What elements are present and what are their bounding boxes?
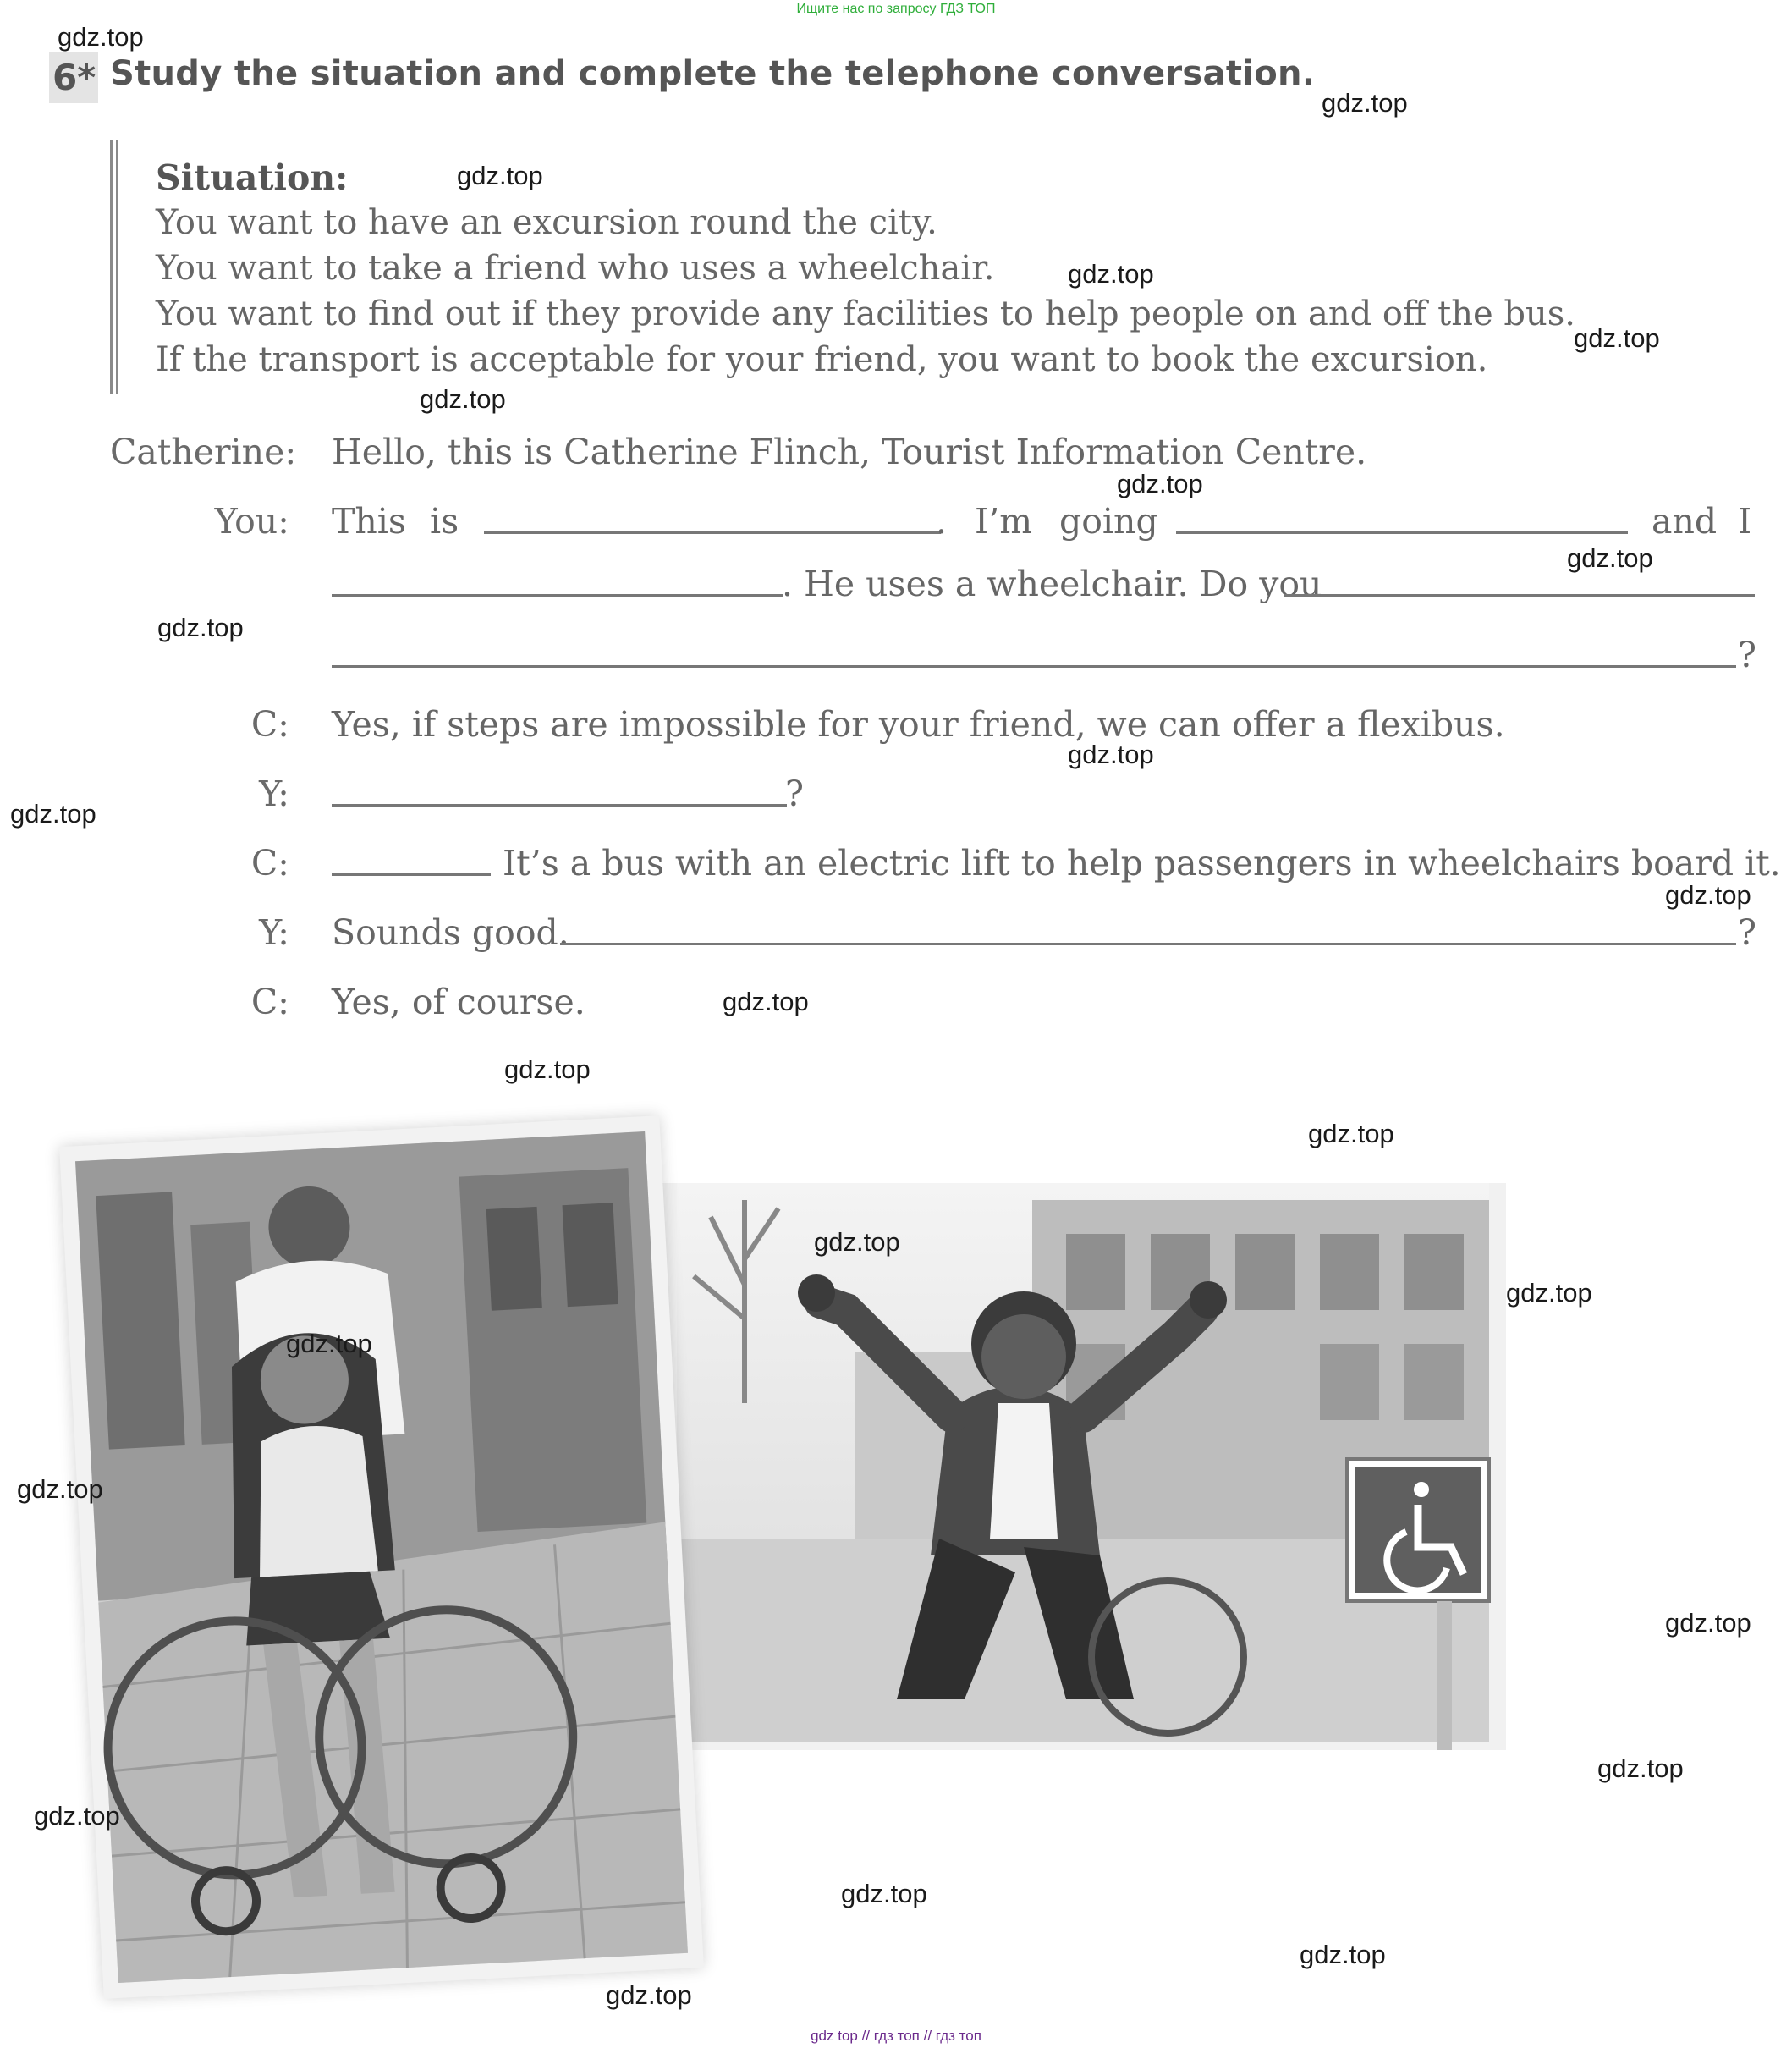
- watermark: gdz.top: [1665, 880, 1751, 910]
- answer-blank[interactable]: [332, 873, 491, 876]
- photo-man-wheelchair: [660, 1183, 1506, 1750]
- you-word-this: This: [332, 501, 406, 542]
- you-word-i: I: [1738, 501, 1752, 542]
- situation-bar: [110, 140, 118, 394]
- watermark: gdz.top: [1322, 88, 1408, 118]
- answer-blank[interactable]: [332, 665, 1736, 668]
- situation-line: You want to have an excursion round the city.: [156, 203, 937, 242]
- watermark: gdz.top: [1068, 740, 1154, 769]
- exercise-number: 6*: [49, 52, 98, 103]
- question-mark: ?: [1738, 635, 1756, 675]
- answer-blank[interactable]: [332, 594, 783, 597]
- speaker-c: C:: [250, 982, 289, 1022]
- watermark: gdz.top: [1300, 1940, 1386, 1969]
- speaker-you: You:: [214, 501, 289, 542]
- watermark: gdz.top: [34, 1801, 120, 1831]
- you-word-going: going: [1059, 501, 1158, 542]
- watermark: gdz.top: [1117, 469, 1203, 498]
- you-word-is: is: [430, 501, 459, 542]
- watermark: gdz.top: [723, 987, 809, 1016]
- speaker-c: C:: [250, 704, 289, 745]
- speaker-catherine: Catherine:: [110, 432, 297, 472]
- question-mark: ?: [1738, 912, 1756, 953]
- catherine-line-3: It’s a bus with an electric lift to help passengers in wheelchairs board it.: [503, 843, 1781, 884]
- watermark: gdz.top: [1308, 1119, 1394, 1148]
- watermark: gdz.top: [10, 799, 96, 829]
- catherine-line-2: Yes, if steps are impossible for your friend, we can offer a flexibus.: [332, 704, 1505, 745]
- watermark: gdz.top: [1567, 543, 1653, 573]
- catherine-line-1: Hello, this is Catherine Flinch, Tourist Information Centre.: [332, 432, 1367, 472]
- watermark: gdz.top: [157, 613, 244, 642]
- watermark: gdz.top: [457, 161, 543, 190]
- photo-woman-wheelchair: [59, 1115, 704, 1999]
- bottom-watermark: gdz top // гдз топ // гдз топ: [811, 2028, 981, 2044]
- punct-period: .: [936, 501, 948, 542]
- catherine-line-4: Yes, of course.: [332, 982, 585, 1022]
- answer-blank[interactable]: [560, 943, 1736, 945]
- situation-line: If the transport is acceptable for your friend, you want to book the excursion.: [156, 340, 1488, 379]
- answer-blank[interactable]: [1284, 594, 1755, 597]
- situation-line: You want to take a friend who uses a wheelchair.: [156, 249, 995, 288]
- answer-blank[interactable]: [484, 531, 941, 534]
- watermark: gdz.top: [841, 1879, 927, 1908]
- you-line-2: . He uses a wheelchair. Do you: [782, 564, 1322, 604]
- watermark: gdz.top: [606, 1980, 692, 2010]
- watermark: gdz.top: [286, 1329, 372, 1358]
- speaker-y: Y:: [259, 912, 289, 953]
- watermark: gdz.top: [1665, 1608, 1751, 1638]
- you-word-im: I’m: [975, 501, 1033, 542]
- answer-blank[interactable]: [332, 804, 787, 807]
- exercise-title: Study the situation and complete the telephone conversation.: [110, 54, 1316, 93]
- watermark: gdz.top: [814, 1227, 900, 1257]
- question-mark: ?: [785, 774, 804, 814]
- you-word-and: and: [1652, 501, 1718, 542]
- watermark: gdz.top: [1506, 1278, 1592, 1308]
- watermark: gdz.top: [1597, 1753, 1684, 1783]
- situation-heading: Situation:: [156, 157, 349, 198]
- you-line-3: Sounds good.: [332, 912, 569, 953]
- watermark: gdz.top: [420, 384, 506, 414]
- watermark: gdz.top: [504, 1054, 591, 1084]
- speaker-c: C:: [250, 843, 289, 884]
- watermark: gdz.top: [58, 22, 144, 52]
- watermark: gdz.top: [1574, 323, 1660, 353]
- answer-blank[interactable]: [1176, 531, 1628, 534]
- watermark: gdz.top: [17, 1474, 103, 1504]
- situation-line: You want to find out if they provide any facilities to help people on and off the bus.: [156, 295, 1575, 333]
- speaker-y: Y:: [259, 774, 289, 814]
- top-banner[interactable]: Ищите нас по запросу ГДЗ ТОП: [796, 2, 996, 16]
- watermark: gdz.top: [1068, 259, 1154, 289]
